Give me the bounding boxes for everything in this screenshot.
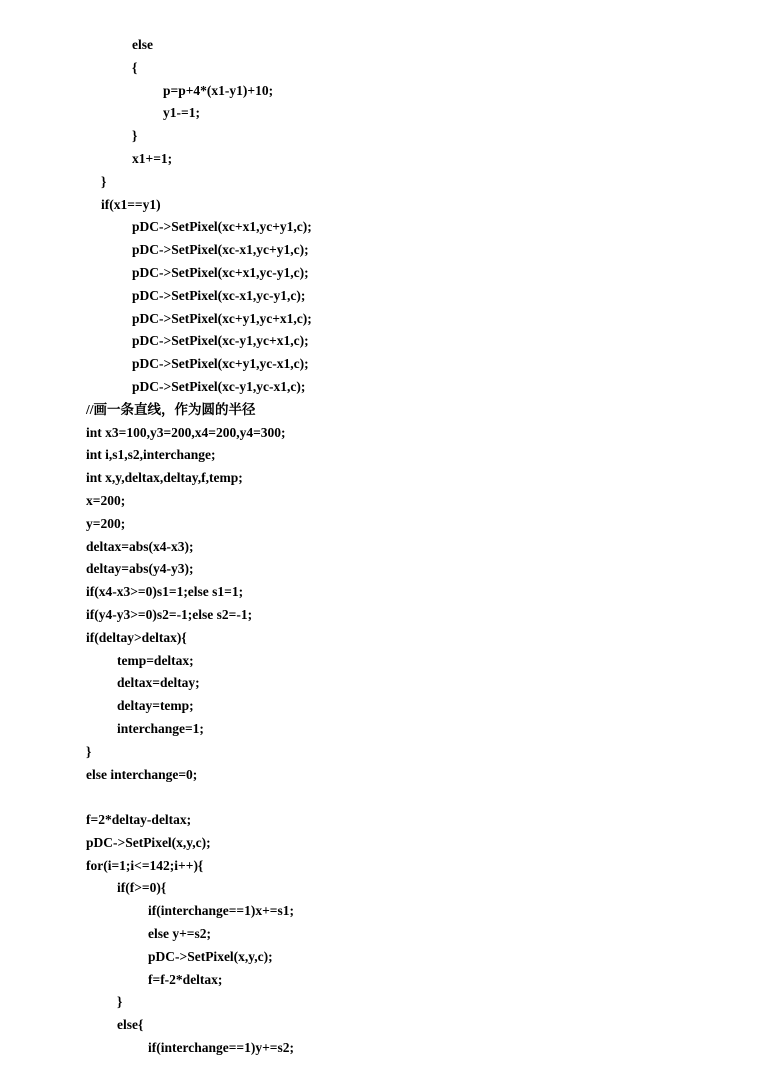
code-line: pDC->SetPixel(xc+y1,yc-x1,c);: [132, 356, 309, 372]
code-line: pDC->SetPixel(xc-y1,yc-x1,c);: [132, 378, 306, 394]
code-line: if(y4-y3>=0)s2=-1;else s2=-1;: [86, 606, 253, 622]
code-blank-line: [0, 786, 761, 809]
code-line: deltay=abs(y4-y3);: [86, 561, 194, 577]
code-line: x1+=1;: [132, 150, 173, 166]
code-line: }: [101, 173, 107, 189]
code-line: }: [117, 994, 123, 1010]
code-line: pDC->SetPixel(x,y,c);: [86, 834, 211, 850]
code-line: temp=deltax;: [117, 652, 194, 668]
code-line: p=p+4*(x1-y1)+10;: [163, 82, 274, 98]
code-line: pDC->SetPixel(xc+x1,yc+y1,c);: [132, 219, 312, 235]
code-line: y=200;: [86, 515, 126, 531]
code-line: else interchange=0;: [86, 766, 198, 782]
code-listing: [0, 34, 761, 1060]
code-line: y1-=1;: [163, 105, 200, 121]
code-line: }: [86, 743, 92, 759]
code-line: if(interchange==1)y+=s2;: [148, 1040, 295, 1056]
code-line: }: [132, 128, 138, 144]
code-line: int i,s1,s2,interchange;: [86, 447, 216, 463]
code-line: deltax=abs(x4-x3);: [86, 538, 194, 554]
code-line: else: [132, 37, 153, 52]
code-line: pDC->SetPixel(xc+x1,yc-y1,c);: [132, 264, 309, 280]
code-line: deltay=temp;: [117, 698, 194, 714]
code-line: if(f>=0){: [117, 880, 167, 896]
code-line: int x,y,deltax,deltay,f,temp;: [86, 470, 243, 486]
code-line: pDC->SetPixel(xc-x1,yc+y1,c);: [132, 242, 309, 258]
code-line: for(i=1;i<=142;i++){: [86, 857, 204, 873]
code-line: x=200;: [86, 492, 126, 508]
code-line: pDC->SetPixel(xc-y1,yc+x1,c);: [132, 333, 309, 349]
code-line: interchange=1;: [117, 720, 204, 736]
code-line: deltax=deltay;: [117, 675, 200, 691]
code-line: if(x1==y1): [101, 196, 161, 212]
code-line: int x3=100,y3=200,x4=200,y4=300;: [86, 424, 286, 440]
code-line: if(x4-x3>=0)s1=1;else s1=1;: [86, 584, 244, 600]
code-line: pDC->SetPixel(xc-x1,yc-y1,c);: [132, 287, 306, 303]
code-line: pDC->SetPixel(xc+y1,yc+x1,c);: [132, 310, 312, 326]
code-line: pDC->SetPixel(x,y,c);: [148, 948, 273, 964]
code-line: if(interchange==1)x+=s1;: [148, 903, 295, 919]
code-line: else{: [117, 1017, 144, 1033]
code-line: {: [132, 59, 138, 75]
code-line: f=2*deltay-deltax;: [86, 812, 192, 828]
code-line: else y+=s2;: [148, 926, 211, 942]
code-line: if(deltay>deltax){: [86, 629, 187, 645]
code-comment: //画一条直线，作为圆的半径: [86, 401, 256, 417]
code-line: f=f-2*deltax;: [148, 971, 223, 987]
